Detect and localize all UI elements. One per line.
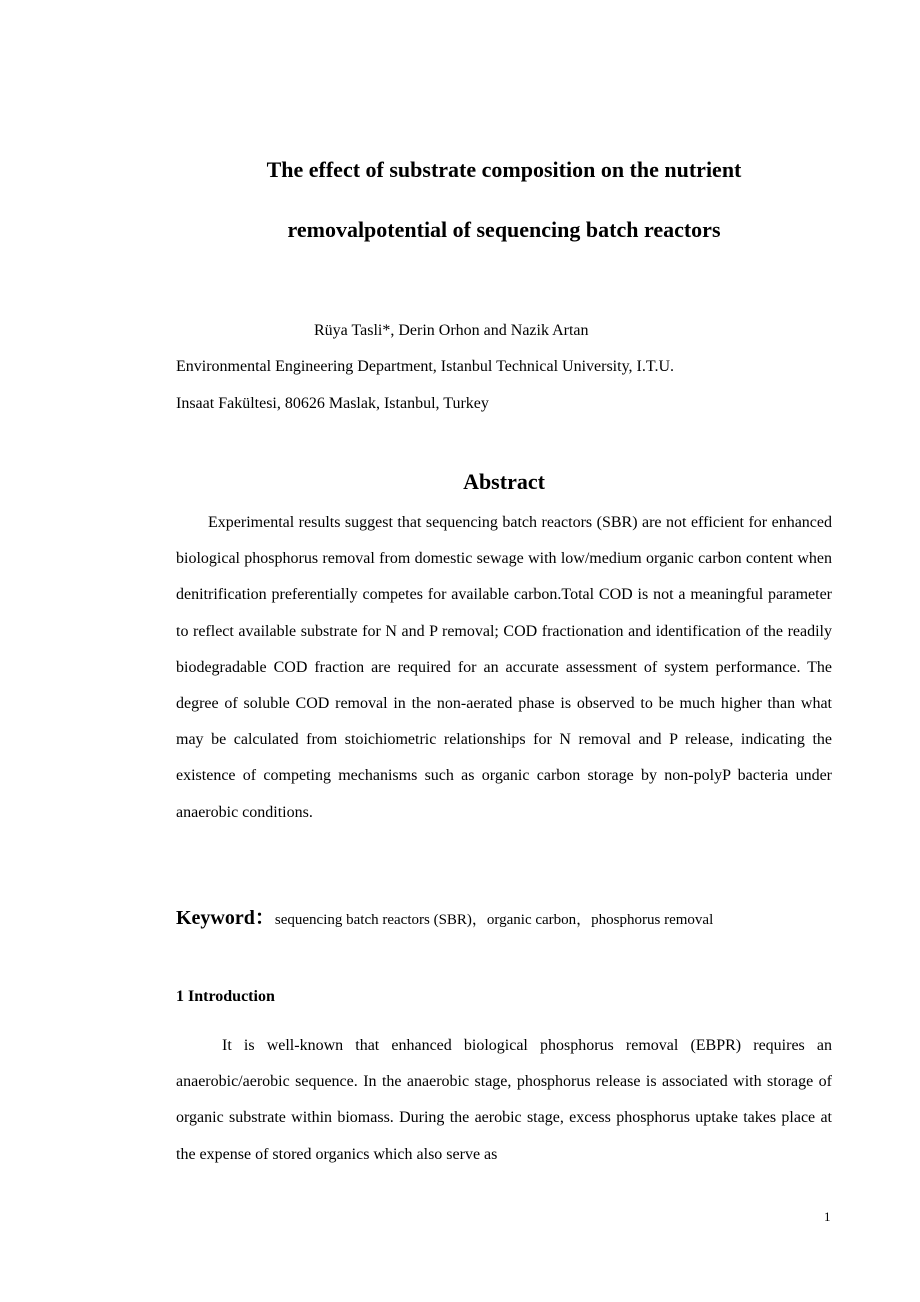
affiliation-line-1: Environmental Engineering Department, Istanbul Technical University, I.T.U. xyxy=(176,358,674,375)
keywords-text: sequencing batch reactors (SBR)，organic carbon，phosphorus removal xyxy=(274,912,714,928)
page-number: 1 xyxy=(824,1209,831,1224)
affiliation-line-2: Insaat Fakültesi, 80626 Maslak, Istanbul, Turkey xyxy=(176,395,489,412)
keywords-label: Keyword： xyxy=(176,907,275,929)
introduction-body: It is well-known that enhanced biological phosphorus removal (EBPR) requires an anaerobic/aerobic sequence. In the anaerobic stage, phosphorus release is associated with storage of organic substrate within biomass. During the aerobic stage, excess phosphorus uptake takes place at the expense of stored organics which also serve as xyxy=(176,1037,832,1163)
abstract-heading: Abstract xyxy=(463,469,545,494)
keywords-line xyxy=(176,904,713,934)
paper-title-line-1: The effect of substrate composition on the nutrient xyxy=(266,157,742,182)
abstract-body: Experimental results suggest that sequencing batch reactors (SBR) are not efficient for enhanced biological phosphorus removal from domestic sewage with low/medium organic carbon content when denitrification preferentially competes for available carbon.Total COD is not a meaningful parameter to reflect available substrate for N and P removal; COD fractionation and identification of the readily biodegradable COD fraction are required for an accurate assessment of system performance. The degree of soluble COD removal in the non-aerated phase is observed to be much higher than what may be calculated from stoichiometric relationships for N removal and P release, indicating the existence of competing mechanisms such as organic carbon storage by non-polyP bacteria under anaerobic conditions. xyxy=(176,514,832,821)
author-list: Rüya Tasli*, Derin Orhon and Nazik Artan xyxy=(314,322,589,339)
section-heading-introduction: 1 Introduction xyxy=(176,988,275,1005)
paper-title-line-2: removalpotential of sequencing batch reactors xyxy=(287,217,721,242)
